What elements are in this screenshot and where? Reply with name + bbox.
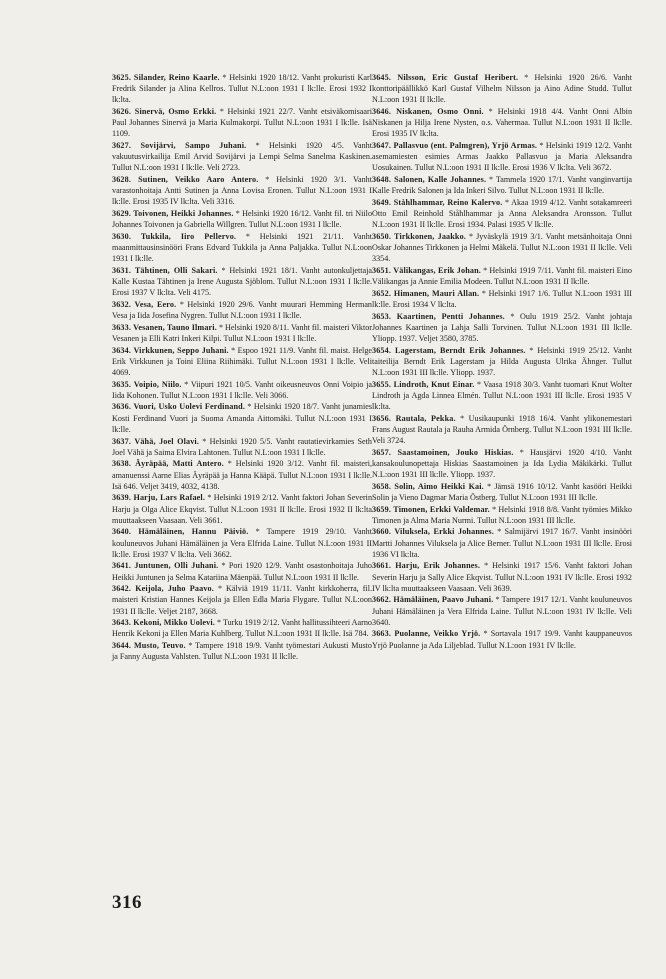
entry-heading: 3657. Saastamoinen, Jouko Hiskias. — [372, 447, 514, 457]
right-column — [372, 72, 632, 651]
register-entry — [372, 413, 632, 447]
entry-heading: 3656. Rautala, Pekka. — [372, 413, 456, 423]
register-entry — [112, 401, 372, 435]
register-entry — [112, 379, 372, 401]
entry-body: * Vaasa 1918 30/3. Vanht tuomari Knut Wolter Lindroth ja Agda Linnea Elmén. Tullut N.L:oon 1931 III lk:lle. Erosi 1935 V lk:lta. — [372, 379, 632, 411]
register-entry — [372, 106, 632, 140]
entry-heading: 3654. Lagerstam, Berndt Erik Johannes. — [372, 345, 526, 355]
register-entry — [112, 526, 372, 560]
entry-body: * Helsinki 1920 3/12. Vanht fil. maisteri, amanuenssi Aarne Elias Äyräpää ja Hanna Kääpä. Tullut N.L:oon 1931 I lk:lle. Isä 646. Veljet 3419, 4032, 4138. — [112, 459, 372, 491]
entry-body: * Helsinki 1921 18/1. Vanht autonkuljettaja Kalle Kustaa Tähtinen ja Irene Augusta Sjöblom. Tullut N.L:oon 1931 I lk:lle. Erosi 1937 V lk:lta. Veli 4175. — [112, 265, 372, 298]
register-entry — [112, 322, 372, 344]
entry-body: * Pori 1920 12/9. Vanht osastonhoitaja Juho Heikki Juntunen ja Selma Katariina Mäenpää. Tullut N.L:oon 1931 II lk:lle. — [112, 561, 372, 582]
entry-body: * Tampere 1919 29/10. Vanht kouluneuvos Juhani Hämäläinen ja Vera Elfrida Laine. Tullut N.L:oon 1931 II lk:lle. Erosi 1937 V lk:lta. Veli 3662. — [112, 527, 372, 559]
entry-heading: 3637. Vähä, Joel Olavi. — [112, 436, 199, 446]
entry-heading: 3661. Harju, Erik Johannes. — [372, 561, 481, 571]
left-column — [112, 72, 372, 663]
register-entry — [372, 231, 632, 265]
entry-heading: 3651. Välikangas, Erik Johan. — [372, 265, 481, 275]
register-entry — [372, 265, 632, 287]
register-entry — [372, 628, 632, 650]
entry-body: * Jyväskylä 1919 3/1. Vanht metsänhoitaja Onni Oskar Johannes Tirkkonen ja Helmi Mäkelä. Tullut N.L:oon 1931 II lk:lle. Veli 3354. — [372, 231, 632, 264]
register-entry — [112, 265, 372, 299]
register-entry — [112, 299, 372, 321]
entry-heading: 3653. Kaartinen, Pentti Johannes. — [372, 311, 505, 321]
entry-body: * Helsinki 1920 26/6. Vanht konttoripäällikkö Karl Gustaf Vilhelm Nilsson ja Aino Adine Studd. Tullut N.L:oon 1931 II lk:lle. — [372, 73, 632, 105]
entry-heading: 3648. Salonen, Kalle Johannes. — [372, 175, 487, 185]
entry-heading: 3641. Juntunen, Olli Juhani. — [112, 561, 219, 571]
register-entry — [112, 140, 372, 174]
entry-body: * Uusikaupunki 1918 16/4. Vanht ylikonemestari Frans August Rautala ja Rauha Armida Örnberg. Tullut N.L:oon 1931 III lk:lle. Veli 3724. — [372, 413, 632, 445]
entry-heading: 3628. Sutinen, Veikko Aaro Antero. — [112, 175, 259, 185]
entry-heading: 3630. Tukkila, Iiro Pellervo. — [112, 231, 237, 241]
register-entry — [112, 436, 372, 458]
entry-heading: 3642. Keijola, Juho Paavo. — [112, 584, 214, 594]
entry-body: * Turku 1919 2/12. Vanht hallitussihteeri Aarno Henrik Kekoni ja Ellen Maria Kuhlberg. Tullut N.L:oon 1931 II lk:lle. Isä 784. — [112, 618, 372, 639]
entry-body: * Helsinki 1919 2/12. Vanht faktori Johan Severin Harju ja Olga Alice Ekqvist. Tullut N.L:oon 1931 II lk:lle. Erosi 1932 II lk:lta muuttaakseen Vaasaan. Veli 3661. — [112, 493, 373, 525]
entry-heading: 3627. Sovijärvi, Sampo Juhani. — [112, 141, 247, 151]
entry-heading: 3633. Vesanen, Tauno Ilmari. — [112, 322, 217, 332]
entry-heading: 3659. Timonen, Erkki Valdemar. — [372, 504, 490, 514]
entry-body: * Helsinki 1920 18/12. Vanht prokuristi Karl Fredrik Silander ja Alina Kellros. Tullut N.L:oon 1931 I lk:lle. Erosi 1932 I lk:lta. — [112, 73, 372, 105]
entry-body: * Jämsä 1916 10/12. Vanht kasööri Heikki Solin ja Vieno Dagmar Maria Östberg. Tullut N.L:oon 1931 III lk:lle. — [372, 481, 633, 502]
entry-heading: 3663. Puolanne, Veikko Yrjö. — [372, 629, 481, 639]
entry-body: * Viipuri 1921 10/5. Vanht oikeusneuvos Onni Voipio ja Iida Kohonen. Tullut N.L:oon 1931 I lk:lle. Veli 3066. — [112, 379, 372, 400]
register-entry — [372, 526, 632, 560]
register-entry — [372, 174, 632, 196]
entry-body: * Sortavala 1917 19/9. Vanht kauppaneuvos Yrjö Puolanne ja Ada Liljeblad. Tullut N.L:oon 1931 IV lk:lle. — [372, 629, 632, 650]
entry-heading: 3660. Viluksela, Erkki Johannes. — [372, 527, 494, 537]
entry-body: * Helsinki 1920 5/5. Vanht rautatievirkamies Seth Joel Vähä ja Saima Elvira Lahtonen. Tullut N.L:oon 1931 I lk:lle. — [112, 436, 372, 457]
entry-heading: 3643. Kekoni, Mikko Uolevi. — [112, 618, 215, 628]
entry-heading: 3625. Silander, Reino Kaarle. — [112, 73, 220, 82]
register-entry — [372, 197, 632, 231]
entry-body: * Helsinki 1921 22/7. Vanht etsiväkomisaari Paul Johannes Sinervä ja Maria Kulmakorpi. Tullut N.L:oon 1931 I lk:lle. Isä 1109. — [112, 107, 372, 139]
register-entry — [112, 174, 372, 208]
entry-body: * Espoo 1921 11/9. Vanht fil. maist. Helge Erik Virkkunen ja Toini Eliina Riihimäki. Tullut N.L:oon 1931 I lk:lle. Veli 4069. — [112, 345, 372, 377]
register-entry — [372, 72, 632, 106]
register-entry — [372, 288, 632, 310]
register-entry — [112, 458, 372, 492]
entry-heading: 3662. Hämäläinen, Paavo Juhani. — [372, 595, 494, 605]
register-entry — [112, 231, 372, 265]
entry-body: * Tammela 1920 17/1. Vanht vanginvartija Kalle Fredrik Salonen ja Ida Inkeri Silvo. Tullut N.L:oon 1931 II lk:lle. — [372, 175, 632, 196]
register-entry — [372, 447, 632, 481]
entry-body: * Kälviä 1919 11/11. Vanht kirkkoherra, fil. maisteri Kristian Hannes Keijola ja Ellen Edla Maria Flygare. Tullut N.L:oon 1931 II lk:lle. Veljet 2187, 3668. — [112, 584, 372, 616]
entry-heading: 3647. Pallasvuo (ent. Palmgren), Yrjö Armas. — [372, 141, 538, 151]
entry-heading: 3638. Äyräpää, Matti Antero. — [112, 459, 224, 469]
entry-body: * Helsinki 1918 4/4. Vanht Onni Albin Niskanen ja Hilja Irene Nysten, o.s. Vahermaa. Tullut N.L:oon 1931 II lk:lle. Erosi 1935 IV lk:lta. — [372, 107, 633, 139]
register-entry — [112, 583, 372, 617]
entry-body: * Helsinki 1917 1/6. Tullut N.L:oon 1931 III lk:lle. Erosi 1934 V lk:lta. — [372, 288, 632, 309]
register-entry — [112, 72, 372, 106]
entry-body: * Oulu 1919 25/2. Vanht johtaja Johannes Kaartinen ja Lahja Salli Torvinen. Tullut N.L:oon 1931 III lk:lle. Yliopp. 1937. Veljet 3580, 3785. — [372, 311, 632, 343]
register-entry — [112, 208, 372, 230]
entry-body: * Helsinki 1920 4/5. Vanht vakuutusvirkailija Emil Arvid Sovijärvi ja Lempi Selma Sanelma Kaskinen. Tullut N.L:oon 1931 I lk:lle. Veli 2723. — [112, 141, 372, 173]
register-entry — [112, 617, 372, 639]
register-entry — [372, 481, 632, 503]
register-entry — [372, 379, 632, 413]
register-entry — [112, 640, 372, 662]
entry-body: * Helsinki 1920 16/12. Vanht fil. tri Niilo Johannes Toivonen ja Gabriella Willgren. Tullut N.L:oon 1931 I lk:lle. — [112, 209, 373, 230]
entry-heading: 3635. Voipio, Niilo. — [112, 379, 182, 389]
entry-heading: 3634. Virkkunen, Seppo Juhani. — [112, 345, 229, 355]
register-entry — [372, 311, 632, 345]
entry-heading: 3640. Hämäläinen, Hannu Päiviö. — [112, 527, 249, 537]
entry-heading: 3652. Himanen, Mauri Allan. — [372, 288, 480, 298]
register-entry — [372, 594, 632, 628]
entry-heading: 3631. Tähtinen, Olli Sakari. — [112, 265, 218, 275]
entry-heading: 3649. Ståhlhammar, Reino Kalervo. — [372, 197, 503, 207]
entry-body: * Salmijärvi 1917 16/7. Vanht insinööri Martti Johannes Viluksela ja Alice Berner. Tullut N.L:oon 1931 III lk:lle. Erosi 1936 VI lk:lta. — [372, 527, 632, 559]
entry-body: * Helsinki 1920 29/6. Vanht muurari Hemming Herman Vesa ja Iida Josefina Nygren. Tullut N.L:oon 1931 I lk:lle. — [112, 299, 372, 321]
entry-heading: 3626. Sinervä, Osmo Erkki. — [112, 107, 217, 117]
entry-heading: 3629. Toivonen, Heikki Johannes. — [112, 209, 234, 219]
register-entry — [112, 560, 372, 582]
entry-heading: 3655. Lindroth, Knut Einar. — [372, 379, 475, 389]
entry-body: * Helsinki 1920 18/7. Vanht junamies Kosti Ferdinand Vuori ja Suoma Amanda Aittomäki. Tullut N.L:oon 1931 I lk:lle. — [112, 402, 372, 434]
entry-body: * Helsinki 1921 21/11. Vanht maanmittausinsinööri Frans Edvard Tukkila ja Anna Paljakka. Tullut N.L:oon 1931 I lk:lle. — [112, 231, 373, 264]
entry-body: * Helsinki 1920 8/11. Vanht fil. maisteri Viktor Vesanen ja Elli Katri Inkeri Kilpi. Tullut N.L:oon 1931 I lk:lle. — [112, 322, 373, 343]
register-entry — [112, 106, 372, 140]
entry-body: * Helsinki 1918 8/8. Vanht työmies Mikko Timonen ja Alma Maria Nurmi. Tullut N.L:oon 1931 III lk:lle. — [372, 504, 632, 525]
entry-body: * Tampere 1917 12/1. Vanht kouluneuvos Juhani Hämäläinen ja Vera Elfrida Laine. Tullut N.L:oon 1931 IV lk:lle. Veli 3640. — [372, 595, 632, 627]
entry-heading: 3646. Niskanen, Osmo Onni. — [372, 107, 484, 117]
entry-body: * Helsinki 1919 12/2. Vanht asemamiesten esimies Armas Jaakko Pallasvuo ja Maria Aleksandra Uosukainen. Tullut N.L:oon 1931 II lk:lle. Erosi 1936 V lk:lta. Veli 3672. — [372, 141, 632, 173]
entry-body: * Helsinki 1920 3/1. Vanht varastonhoitaja Antti Sutinen ja Anna Lovisa Eronen. Tullut N.L:oon 1931 I lk:lle. Erosi 1935 IV lk:lta. Veli 3316. — [112, 175, 372, 207]
entry-heading: 3658. Solin, Aimo Heikki Kai. — [372, 481, 484, 491]
register-entry — [372, 140, 632, 174]
register-entry — [372, 560, 632, 594]
entry-body: * Hausjärvi 1920 4/10. Vanht kansakoulunopettaja Hiskias Saastamoinen ja Ida Lydia Mäkikärki. Tullut N.L:oon 1931 III lk:lle. Yliopp. 1937. — [372, 447, 632, 480]
entry-heading: 3636. Vuori, Usko Uolevi Ferdinand. — [112, 402, 245, 412]
entry-heading: 3644. Musto, Teuvo. — [112, 641, 186, 651]
entry-heading: 3650. Tirkkonen, Jaakko. — [372, 231, 466, 241]
page-number: 316 — [112, 892, 142, 913]
entry-heading: 3645. Nilsson, Eric Gustaf Heribert. — [372, 73, 519, 82]
register-entry — [372, 345, 632, 379]
register-entry — [112, 345, 372, 379]
entry-heading: 3632. Vesa, Eero. — [112, 299, 177, 309]
entry-body: * Akaa 1919 4/12. Vanht sotakamreeri Otto Emil Reinhold Ståhlhammar ja Anna Aleksandra Aronsson. Tullut N.L:oon 1931 II lk:lle. Erosi 1934. Palasi 1935 V lk:lle. — [372, 197, 632, 230]
entry-body: * Helsinki 1917 15/6. Vanht faktori Johan Severin Harju ja Sally Alice Ekqvist. Tullut N.L:oon 1931 IV lk:lle. Erosi 1932 IV lk:lta muuttaakseen Vaasaan. Veli 3639. — [372, 561, 633, 593]
entry-body: * Helsinki 1919 25/12. Vanht taiteilija Berndt Erik Lagerstam ja Hilda Augusta Ulrika Ähnger. Tullut N.L:oon 1931 III lk:lle. Yliopp. 1937. — [372, 345, 632, 377]
register-entry — [372, 504, 632, 526]
register-entry — [112, 492, 372, 526]
entry-heading: 3639. Harju, Lars Rafael. — [112, 493, 206, 503]
entry-body: * Tampere 1918 19/9. Vanht työmestari Aukusti Musto ja Fanny Augusta Vahlsten. Tullut N.L:oon 1931 II lk:lle. — [112, 641, 372, 662]
entry-body: * Helsinki 1919 7/11. Vanht fil. maisteri Eino Välikangas ja Annie Emilia Modeen. Tullut N.L:oon 1931 II lk:lle. — [372, 265, 632, 287]
